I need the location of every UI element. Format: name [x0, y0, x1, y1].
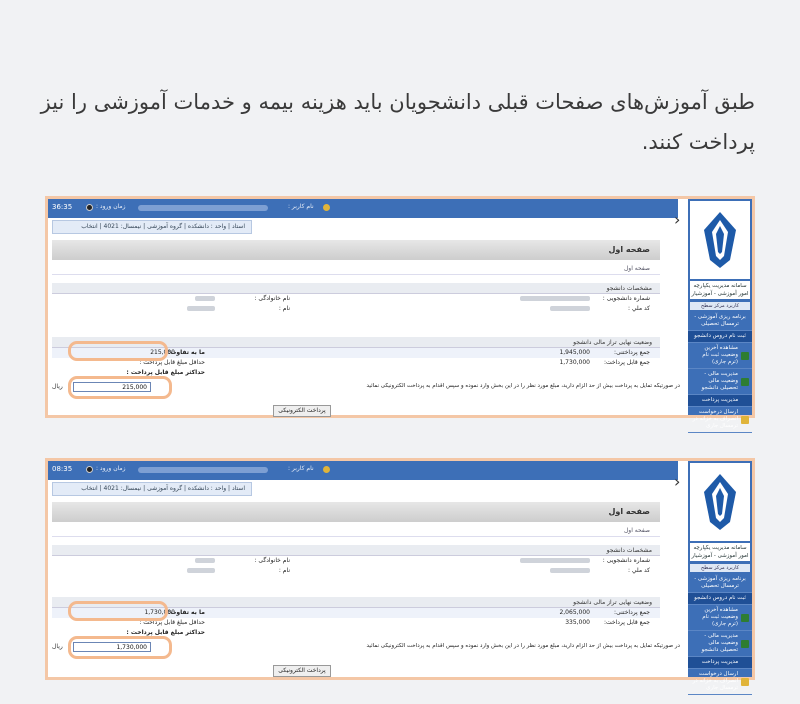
- chevron-right-icon[interactable]: ›: [674, 210, 681, 229]
- last-name-label: نام خانوادگی :: [254, 557, 290, 564]
- first-name-label: نام :: [278, 567, 290, 574]
- university-logo: [690, 463, 750, 541]
- user-name-label: نام کاربر :: [288, 465, 314, 472]
- sidebar-item-label: ارسال درخواست انصراف به خزانه در ترمسال جاری: [692, 409, 738, 429]
- page-title: صفحه اول: [52, 502, 660, 522]
- screenshot-panel-1: [45, 196, 755, 429]
- difference-value: 215,000: [150, 349, 175, 356]
- student-info-section: [52, 545, 660, 576]
- last-name-value: [195, 557, 215, 564]
- sidebar-item-registration[interactable]: ثبت نام دروس دانشجو: [688, 331, 752, 343]
- system-title: سامانه مدیریت یکپارچه امور آموزشی - آموزشیار: [691, 545, 749, 559]
- sidebar-item-label: مدیریت مالی - وضعیت مالی تحصیلی دانشجو: [701, 371, 738, 391]
- check-icon: [741, 352, 749, 360]
- payment-note: در صورتیکه تمایل به پرداخت بیش از حد الزام دارید، مبلغ مورد نظر را در این بخش وارد نموده و سپس اقدام به پرداخت الکترونیکی نمائید: [366, 643, 680, 649]
- sidebar-item-planning[interactable]: برنامه ریزی آموزشی - ترمسال تحصیلی: [688, 312, 752, 331]
- breadcrumb[interactable]: صفحه اول: [52, 263, 660, 275]
- sidebar-item-planning[interactable]: برنامه ریزی آموزشی - ترمسال تحصیلی: [688, 574, 752, 593]
- sidebar-item-registration-status[interactable]: [688, 343, 752, 369]
- sidebar-item-label: مشاهده آخرین وضعیت ثبت نام (ترم جاری): [702, 607, 738, 627]
- payable-value: 335,000: [565, 619, 590, 626]
- sidebar-item-label: مشاهده آخرین وضعیت ثبت نام (ترم جاری): [702, 345, 738, 365]
- top-bar: [48, 199, 678, 218]
- system-title: سامانه مدیریت یکپارچه امور آموزشی - آموزشیار: [691, 283, 749, 297]
- student-number-label: شماره دانشجویی :: [602, 557, 650, 564]
- sidebar-item-registration-status[interactable]: [688, 605, 752, 631]
- total-payable-label: جمع پرداختنی:: [614, 609, 650, 616]
- payable-label: جمع قابل پرداخت:: [603, 619, 650, 626]
- check-icon: [741, 640, 749, 648]
- payment-note: در صورتیکه تمایل به پرداخت بیش از حد الزام دارید، مبلغ مورد نظر را در این بخش وارد نموده و سپس اقدام به پرداخت الکترونیکی نمائید: [366, 383, 680, 389]
- total-payable-label: جمع پرداختنی:: [614, 349, 650, 356]
- last-name-label: نام خانوادگی :: [254, 295, 290, 302]
- payable-value: 1,730,000: [559, 359, 590, 366]
- difference-value: 1,730,000: [144, 609, 175, 616]
- rial-unit: ریال: [52, 643, 63, 650]
- page-title: صفحه اول: [52, 240, 660, 260]
- rial-unit: ریال: [52, 383, 63, 390]
- student-section-header: مشخصات دانشجو: [52, 283, 660, 294]
- sidebar-item-label: مدیریت مالی - وضعیت مالی تحصیلی دانشجو: [701, 633, 738, 653]
- check-icon: [741, 614, 749, 622]
- login-time-label: زمان ورود :: [96, 203, 126, 210]
- sidebar-section-head: کاربرد مرکز سطح: [690, 302, 750, 310]
- top-bar: [48, 461, 678, 480]
- national-code-value: [550, 567, 590, 574]
- instruction-caption: طبق آموزش‌های صفحات قبلی دانشجویان باید هزینه بیمه و خدمات آموزشی را نیز پرداخت کنند.: [40, 90, 755, 154]
- national-code-value: [550, 305, 590, 312]
- amount-highlight: [68, 636, 172, 659]
- first-name-label: نام :: [278, 305, 290, 312]
- first-name-value: [187, 567, 215, 574]
- breadcrumb[interactable]: صفحه اول: [52, 525, 660, 537]
- folder-icon: [741, 678, 749, 686]
- difference-label: ما به تفاوت:: [167, 609, 205, 616]
- sidebar: [688, 199, 752, 429]
- student-number-value: [520, 295, 590, 302]
- user-status-icon: [86, 204, 93, 211]
- first-name-value: [187, 305, 215, 312]
- sidebar-item-payment[interactable]: مدیریت پرداخت: [688, 395, 752, 407]
- total-payable-value: 2,065,000: [559, 609, 590, 616]
- difference-label: ما به تفاوت:: [167, 349, 205, 356]
- payable-label: جمع قابل پرداخت:: [603, 359, 650, 366]
- min-payment-label: حداقل مبلغ قابل پرداخت :: [139, 619, 205, 626]
- electronic-payment-button[interactable]: پرداخت الکترونیکی: [273, 405, 331, 417]
- amount-highlight: [68, 376, 172, 399]
- electronic-payment-button[interactable]: پرداخت الکترونیکی: [273, 665, 331, 677]
- folder-icon: [741, 416, 749, 424]
- session-time: 08:35: [52, 465, 73, 473]
- last-name-value: [195, 295, 215, 302]
- user-name-label: نام کاربر :: [288, 203, 314, 210]
- total-payable-value: 1,945,000: [559, 349, 590, 356]
- session-time: 36:35: [52, 203, 73, 211]
- payment-amount-input[interactable]: 215,000: [73, 382, 151, 392]
- sidebar-item-label: ارسال درخواست انصراف به خزانه در ترمسال جاری: [692, 671, 738, 691]
- context-bar[interactable]: استاد | واحد : دانشکده | گروه آموزشی | نیمسال: 4021 | انتخاب: [52, 482, 252, 496]
- user-icon: [323, 204, 330, 211]
- difference-highlight: [68, 601, 168, 621]
- sidebar: [688, 461, 752, 691]
- finance-section-header: وضعیت نهایی تراز مالی دانشجو: [52, 337, 660, 348]
- user-name-blurred: [138, 467, 268, 473]
- sidebar-item-withdrawal[interactable]: [688, 669, 752, 695]
- context-bar[interactable]: استاد | واحد : دانشکده | گروه آموزشی | نیمسال: 4021 | انتخاب: [52, 220, 252, 234]
- screenshot-panel-2: [45, 458, 755, 691]
- max-payment-label: حداکثر مبلغ قابل پرداخت :: [126, 629, 205, 636]
- national-code-label: کد ملي :: [627, 567, 650, 574]
- difference-highlight: [68, 341, 168, 361]
- chevron-right-icon[interactable]: ›: [674, 472, 681, 491]
- university-logo: [690, 201, 750, 279]
- user-status-icon: [86, 466, 93, 473]
- user-icon: [323, 466, 330, 473]
- login-time-label: زمان ورود :: [96, 465, 126, 472]
- finance-section-header: وضعیت نهایی تراز مالی دانشجو: [52, 597, 660, 608]
- sidebar-item-withdrawal[interactable]: [688, 407, 752, 433]
- min-payment-label: حداقل مبلغ قابل پرداخت :: [139, 359, 205, 366]
- payment-amount-input[interactable]: 1,730,000: [73, 642, 151, 652]
- student-section-header: مشخصات دانشجو: [52, 545, 660, 556]
- user-name-blurred: [138, 205, 268, 211]
- sidebar-item-finance[interactable]: [688, 369, 752, 395]
- student-number-value: [520, 557, 590, 564]
- sidebar-item-payment[interactable]: مدیریت پرداخت: [688, 657, 752, 669]
- student-number-label: شماره دانشجویی :: [602, 295, 650, 302]
- sidebar-section-head: کاربرد مرکز سطح: [690, 564, 750, 572]
- student-info-section: [52, 283, 660, 314]
- sidebar-item-registration[interactable]: ثبت نام دروس دانشجو: [688, 593, 752, 605]
- check-icon: [741, 378, 749, 386]
- sidebar-item-finance[interactable]: [688, 631, 752, 657]
- max-payment-label: حداکثر مبلغ قابل پرداخت :: [126, 369, 205, 376]
- national-code-label: کد ملي :: [627, 305, 650, 312]
